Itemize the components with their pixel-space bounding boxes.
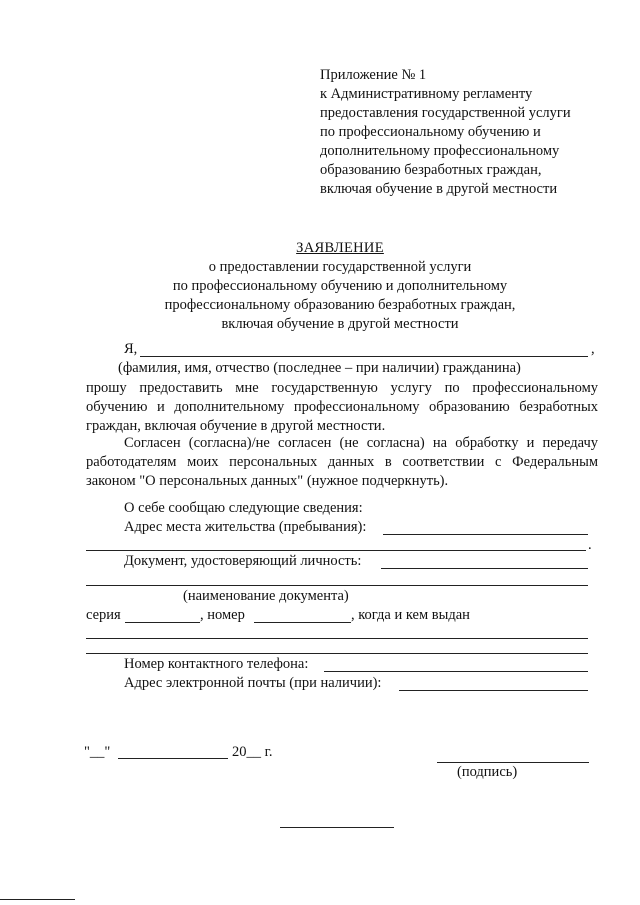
end-separator	[280, 827, 394, 828]
issued-label: , когда и кем выдан	[351, 607, 470, 623]
request-line: граждан, включая обучение в другой местности.	[86, 418, 386, 434]
info-intro: О себе сообщаю следующие сведения:	[124, 500, 363, 516]
address-label: Адрес места жительства (пребывания):	[124, 519, 367, 535]
appendix-line: образованию безработных граждан,	[320, 162, 542, 178]
title-line: включая обучение в другой местности	[221, 316, 459, 332]
document-name-field[interactable]	[86, 585, 588, 586]
applicant-suffix: ,	[591, 341, 595, 357]
series-field[interactable]	[125, 622, 200, 623]
title-heading: ЗАЯВЛЕНИЕ	[296, 240, 384, 256]
email-label: Адрес электронной почты (при наличии):	[124, 675, 382, 691]
title-line: о предоставлении государственной услуги	[208, 259, 472, 275]
signature-caption: (подпись)	[457, 764, 518, 780]
date-year: 20__ г.	[232, 744, 273, 760]
appendix-line: Приложение № 1	[320, 67, 427, 83]
series-label: серия	[86, 607, 121, 623]
request-line: обучению и дополнительному профессиональному образованию безработных	[86, 399, 598, 415]
appendix-line: дополнительному профессиональному	[320, 143, 560, 159]
number-label: , номер	[200, 607, 245, 623]
consent-line: работодателям моих персональных данных в соответствии с Федеральным	[86, 454, 598, 470]
issued-field-continued[interactable]	[86, 653, 588, 654]
signature-field[interactable]	[437, 762, 589, 763]
appendix-line: предоставления государственной услуги	[320, 105, 571, 121]
request-paragraph	[86, 379, 598, 436]
consent-paragraph	[86, 434, 598, 491]
id-document-label: Документ, удостоверяющий личность:	[124, 553, 362, 569]
email-field[interactable]	[399, 690, 588, 691]
appendix-line: включая обучение в другой местности	[320, 181, 558, 197]
date-month-field[interactable]	[118, 758, 228, 759]
phone-label: Номер контактного телефона:	[124, 656, 309, 672]
address-field-continued[interactable]	[86, 550, 586, 551]
footnote-rule	[0, 899, 75, 900]
document-title	[140, 239, 540, 334]
title-line: по профессиональному обучению и дополнительному	[172, 278, 508, 294]
number-field[interactable]	[254, 622, 351, 623]
id-document-field[interactable]	[381, 568, 588, 569]
address-end: .	[588, 537, 592, 553]
applicant-prefix: Я,	[124, 341, 138, 357]
consent-line: Согласен (согласна)/не согласен (не согласна) на обработку и передачу	[124, 435, 598, 451]
appendix-line: к Административному регламенту	[320, 86, 533, 102]
title-line: профессиональному образованию безработных граждан,	[164, 297, 516, 313]
address-field[interactable]	[383, 534, 588, 535]
applicant-name-field[interactable]	[140, 356, 588, 357]
appendix-line: по профессиональному обучению и	[320, 124, 541, 140]
consent-line: законом "О персональных данных" (нужное подчеркнуть).	[86, 473, 449, 489]
phone-field[interactable]	[324, 671, 588, 672]
document-name-caption: (наименование документа)	[183, 588, 349, 604]
date-day: "__"	[84, 744, 111, 760]
request-line: прошу предоставить мне государственную услугу по профессиональному	[86, 380, 598, 396]
issued-field[interactable]	[86, 638, 588, 639]
appendix-header	[320, 66, 571, 199]
applicant-caption: (фамилия, имя, отчество (последнее – при наличии) гражданина)	[118, 360, 521, 376]
